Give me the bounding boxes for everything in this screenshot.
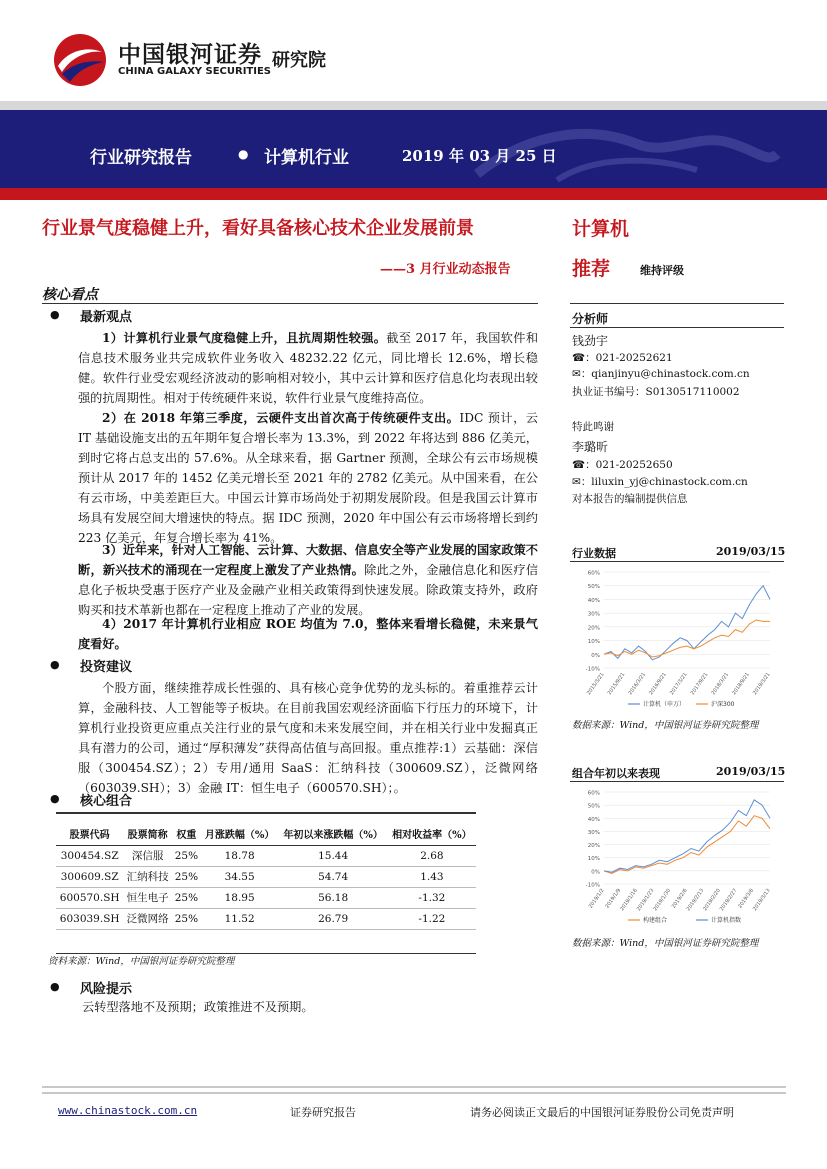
table-cell: 2.68 [420,849,444,862]
y-tick-label: 30% [587,829,600,836]
x-tick-label: 2015/3/21 [586,671,606,697]
table-header-cell: 年初以来涨跌幅（%） [283,829,383,841]
bullet-icon: ● [50,792,60,805]
paragraph-3-bold: 3）近年来，针对人工智能、云计算、大数据、信息安全等产业发展的国家政策不断，新兴技术的涌现在一定程度上激发了产业热情。 [78,543,538,577]
x-tick-label: 2019/2/6 [670,887,689,910]
rating-note: 维持评级 [640,264,684,277]
analyst-label: 分析师 [572,312,609,326]
x-tick-label: 2019/1/9 [604,887,623,910]
table-header-cell: 股票代码 [69,829,110,841]
core-rule [42,303,538,304]
x-tick-label: 2018/3/21 [710,671,731,697]
y-tick-label: 50% [587,803,600,810]
chart-2-source: 数据来源：Wind，中国银河证券研究院整理 [572,938,759,949]
table-cell: 26.79 [318,912,349,925]
y-tick-label: 0% [591,869,600,876]
table-cell: 300454.SZ [60,849,119,862]
header-divider [0,101,827,110]
table-cell: 泛微网络 [126,913,169,925]
table-top-rule [56,812,476,814]
table-cell: 11.52 [224,912,255,925]
analyst-1-cert: 执业证书编号：S0130517110002 [572,386,740,398]
x-tick-label: 2019/1/30 [652,887,673,913]
report-type: 行业研究报告 [90,148,192,168]
table-cell: 18.78 [224,849,255,862]
x-tick-label: 2017/3/21 [669,671,689,697]
table-cell: 1.43 [420,870,444,883]
report-date: 2019 年 03 月 25 日 [402,147,557,165]
table-cell: 15.44 [318,849,349,862]
series-line [604,800,770,872]
x-tick-label: 2019/1/2 [587,887,606,910]
y-tick-label: 10% [587,639,600,646]
table-cell: -1.22 [418,912,446,925]
core-heading: 核心看点 [42,287,98,303]
x-tick-label: 2016/9/21 [648,671,668,697]
mail-icon: ✉ [572,476,581,488]
y-tick-label: 40% [587,816,600,823]
table-cell: 恒生电子 [126,892,169,904]
portfolio-table [56,822,476,930]
chart-2-rule [570,781,784,782]
footer-center: 证券研究报告 [290,1106,356,1119]
table-row [56,866,476,887]
x-tick-label: 2019/2/27 [718,887,739,913]
y-tick-label: -10% [585,666,600,673]
legend-label: 计算机指数 [711,917,742,924]
industry-line-chart [570,564,784,714]
side-rule [570,327,784,328]
y-tick-label: 60% [587,570,600,577]
legend-label: 构建组合 [643,917,668,924]
report-subtitle: ——3 月行业动态报告 [380,262,511,277]
footer-rule [42,1092,786,1094]
x-tick-label: 2017/9/21 [689,671,710,697]
analyst-2-note: 对本报告的编制提供信息 [572,493,688,505]
table-cell: 18.95 [224,891,255,904]
bullet-icon: ● [50,980,60,993]
table-cell: 25% [174,870,199,883]
portfolio-line-chart [570,784,784,930]
paragraph-2-text: IDC 预计，云 IT 基础设施支出的五年期年复合增长率为 13.3%，到 2022 年将达到 886 亿美元，到时它将占总支出的 57.6%。从全球来看，据 Gartner 预测，全球公有云市场规模预计从 2017 年的 1452 亿美元增长至 2021 年的 2782 亿美元。从中国来看，在公有云市场，中美差距巨大。中国云计算市场尚处于初期发展阶段。但是我国云计算市场具有发展空间大增速快的特点。据 IDC 预测，2020 年中国公有云市场将增长到约 223 亿美元，年复合增长率为 41%。 [78,411,538,545]
x-tick-label: 2015/9/21 [606,671,627,697]
table-cell: 25% [174,912,199,925]
series-line [604,586,770,660]
x-tick-label: 2019/1/23 [635,887,656,913]
rating: 推荐 [572,258,611,280]
table-cell: 25% [174,849,199,862]
x-tick-label: 2018/9/21 [731,671,751,697]
table-header-cell: 月涨跌幅（%） [204,829,275,841]
invest-text: 个股方面，继续推荐成长性强的、具有核心竞争优势的龙头标的。着重推荐云计算，金融科技、人工智能等子板块。在目前我国宏观经济面临下行压力的环境下，计算机行业投资更应重点关注行业的景气度和未来发展空间，并在相关行业中发掘真正具有潜力的公司，通过“厚积薄发”获得高估值与高回报。重点推荐:1）云基础：深信服（300454.SZ）；2）专用/通用 SaaS：汇纳科技（300609.SZ），泛微网络（603039.SH）；3）金融 IT：恒生电子（600570.SH）；。 [78,681,538,795]
chart-1-source: 数据来源：Wind，中国银河证券研究院整理 [572,720,759,731]
chart-1-rule [570,561,784,562]
institute-label: 研究院 [272,50,326,71]
thanks-label: 特此鸣谢 [572,421,614,433]
table-header-cell: 权重 [176,829,197,841]
x-tick-label: 2019/3/6 [737,887,756,910]
table-cell: 54.74 [318,870,349,883]
header-red-stripe [0,188,827,200]
table-row [56,887,476,908]
table-header-cell: 相对收益率（%） [392,829,472,841]
paragraph-1 [78,328,538,408]
y-tick-label: 10% [587,856,600,863]
analyst-2-phone: ☎：021-20252650 [572,459,673,471]
y-tick-label: 30% [587,611,600,618]
invest-paragraph [78,678,538,798]
bullet-icon: ● [50,658,60,671]
bullet-icon: ● [50,308,60,321]
analyst-1-name: 钱劲宇 [572,334,609,348]
paragraph-1-text: 截至 2017 年，我国软件和信息技术服务业共完成软件业务收入 48232.22 亿元，同比增长 12.6%，增长稳健。软件行业受宏观经济波动的影响相对较小，其中云计算和医疗信息化均表现出较强的抗周期性。相对于传统硬件来说，软件行业景气度维持高位。 [78,331,539,405]
y-tick-label: 50% [587,584,600,591]
table-cell: -1.32 [418,891,446,904]
table-cell: 深信服 [131,850,164,862]
table-cell: 300609.SZ [60,870,119,883]
risk-heading: 风险提示 [80,982,133,997]
table-cell: 603039.SH [59,912,120,925]
paragraph-1-bold: 1）计算机行业景气度稳健上升，且抗周期性较强。 [102,331,387,345]
paragraph-3-text: 除此之外，金融信息化和医疗信息化子板块受惠于医疗产业及金融产业相关政策得到快速发展。除政策支持外，政府购买和技术革新也都在一定程度上推动了产业的发展。 [78,563,539,617]
table-cell: 56.18 [318,891,349,904]
y-tick-label: -10% [585,882,600,889]
chart-2-date: 2019/03/15 [716,765,786,778]
analyst-2-mail: ✉：liluxin_yj@chinastock.com.cn [572,476,748,488]
footer-url-link[interactable]: www.chinastock.com.cn [58,1104,198,1117]
risk-text: 云转型落地不及预期；政策推进不及预期。 [82,1000,314,1014]
risk-paragraph [78,997,538,1017]
y-tick-label: 20% [587,625,600,632]
x-tick-label: 2016/3/21 [627,671,648,697]
industry-label: 计算机行业 [264,148,349,168]
brand-name-cn: 中国银河证券 [118,42,262,68]
table-cell: 600570.SH [59,891,120,904]
chart-1-title: 行业数据 [572,547,616,560]
x-tick-label: 2019/2/13 [685,887,706,913]
portfolio-heading: 核心组合 [80,794,133,809]
y-tick-label: 40% [587,597,600,604]
table-row [56,908,476,929]
x-tick-label: 2019/1/16 [619,887,639,913]
table-source: 资料来源：Wind，中国银河证券研究院整理 [48,956,235,967]
chart-1-date: 2019/03/15 [716,545,786,558]
paragraph-4-bold: 4）2017 年计算机行业相应 ROE 均值为 7.0，整体来看增长稳健，未来景气度看好。 [78,617,538,651]
brand-name-en: CHINA GALAXY SECURITIES [118,66,271,77]
phone-icon: ☎ [572,459,586,471]
galaxy-logo-icon [52,32,108,88]
x-tick-label: 2019/2/20 [702,887,722,913]
paragraph-2-bold: 2）在 2018 年第三季度，云硬件支出首次高于传统硬件支出。 [102,411,460,425]
analyst-1-mail: ✉：qianjinyu@chinastock.com.cn [572,368,750,380]
footer-rule [42,1086,786,1088]
table-header-cell: 股票简称 [127,829,168,841]
table-cell: 25% [174,891,199,904]
y-tick-label: 0% [591,652,600,659]
analyst-2-name: 李璐昕 [572,440,609,454]
legend-label: 沪深300 [711,701,735,708]
chart-2-title: 组合年初以来表现 [572,767,660,780]
table-row [56,845,476,866]
y-tick-label: 20% [587,843,600,850]
invest-heading: 投资建议 [80,660,133,675]
table-cell: 汇纳科技 [126,871,169,883]
table-cell: 34.55 [224,870,255,883]
footer-disclaimer: 请务必阅读正文最后的中国银河证券股份公司免责声明 [470,1106,734,1119]
paragraph-4 [78,614,538,654]
x-tick-label: 2019/3/21 [752,671,772,697]
y-tick-label: 60% [587,790,600,797]
header-bullet: ● [238,147,249,161]
mail-icon: ✉ [572,368,581,380]
legend-label: 计算机（申万） [643,701,686,708]
latest-heading: 最新观点 [80,310,133,325]
x-tick-label: 2019/3/13 [752,887,772,913]
paragraph-3 [78,540,538,620]
analyst-1-phone: ☎：021-20252621 [572,352,673,364]
sector-name: 计算机 [572,218,630,240]
report-title: 行业景气度稳健上升，看好具备核心技术企业发展前景 [42,218,474,239]
phone-icon: ☎ [572,352,586,364]
paragraph-2 [78,408,538,548]
side-rule [570,303,784,304]
